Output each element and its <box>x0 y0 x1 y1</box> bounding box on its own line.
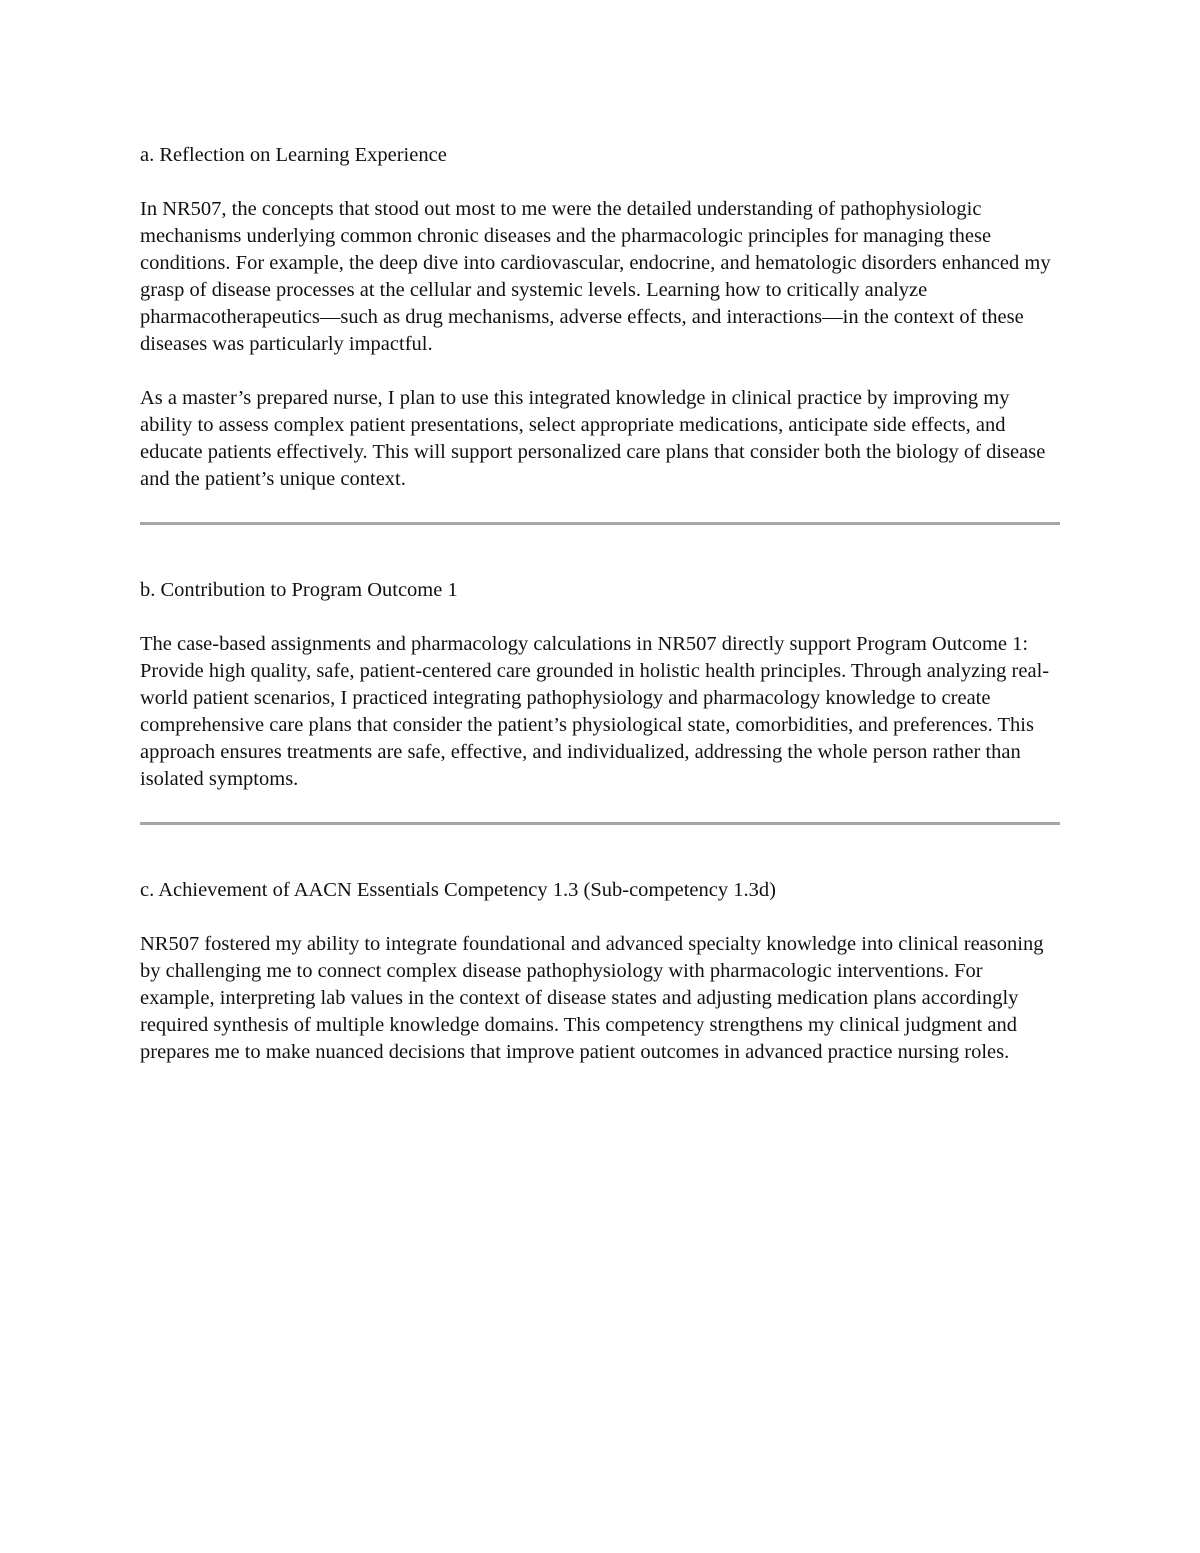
section-divider <box>140 822 1060 825</box>
paragraph: In NR507, the concepts that stood out most to me were the detailed understanding of pathophysiologic mechanisms underlying common chronic diseases and the pharmacologic principles for managing these conditions. For example, the deep dive into cardiovascular, endocrine, and hematologic disorders enhanced my grasp of disease processes at the cellular and systemic levels. Learning how to critically analyze pharmacotherapeutics—such as drug mechanisms, adverse effects, and interactions—in the context of these diseases was particularly impactful. <box>140 198 1051 355</box>
section-heading: a. Reflection on Learning Experience <box>140 144 447 166</box>
paragraph: NR507 fostered my ability to integrate foundational and advanced specialty knowledge into clinical reasoning by challenging me to connect complex disease pathophysiology with pharmacologic interventions. For example, interpreting lab values in the context of disease states and adjusting medication plans accordingly required synthesis of multiple knowledge domains. This competency strengthens my clinical judgment and prepares me to make nuanced decisions that improve patient outcomes in advanced practice nursing roles. <box>140 933 1044 1063</box>
section-heading: b. Contribution to Program Outcome 1 <box>140 579 458 601</box>
section-divider <box>140 522 1060 525</box>
paragraph: As a master’s prepared nurse, I plan to use this integrated knowledge in clinical practice by improving my ability to assess complex patient presentations, select appropriate medications, anticipate side effects, and educate patients effectively. This will support personalized care plans that consider both the biology of disease and the patient’s unique context. <box>140 387 1046 490</box>
section-program-outcome <box>140 577 1060 793</box>
section-aacn-competency <box>140 877 1060 1066</box>
section-reflection <box>140 142 1060 493</box>
paragraph: The case-based assignments and pharmacology calculations in NR507 directly support Program Outcome 1: Provide high quality, safe, patient-centered care grounded in holistic health principles. Through analyzing real-world patient scenarios, I practiced integrating pathophysiology and pharmacology knowledge to create comprehensive care plans that consider the patient’s physiological state, comorbidities, and preferences. This approach ensures treatments are safe, effective, and individualized, addressing the whole person rather than isolated symptoms. <box>140 633 1050 790</box>
section-heading: c. Achievement of AACN Essentials Competency 1.3 (Sub-competency 1.3d) <box>140 879 776 901</box>
document-body <box>140 142 1060 1066</box>
